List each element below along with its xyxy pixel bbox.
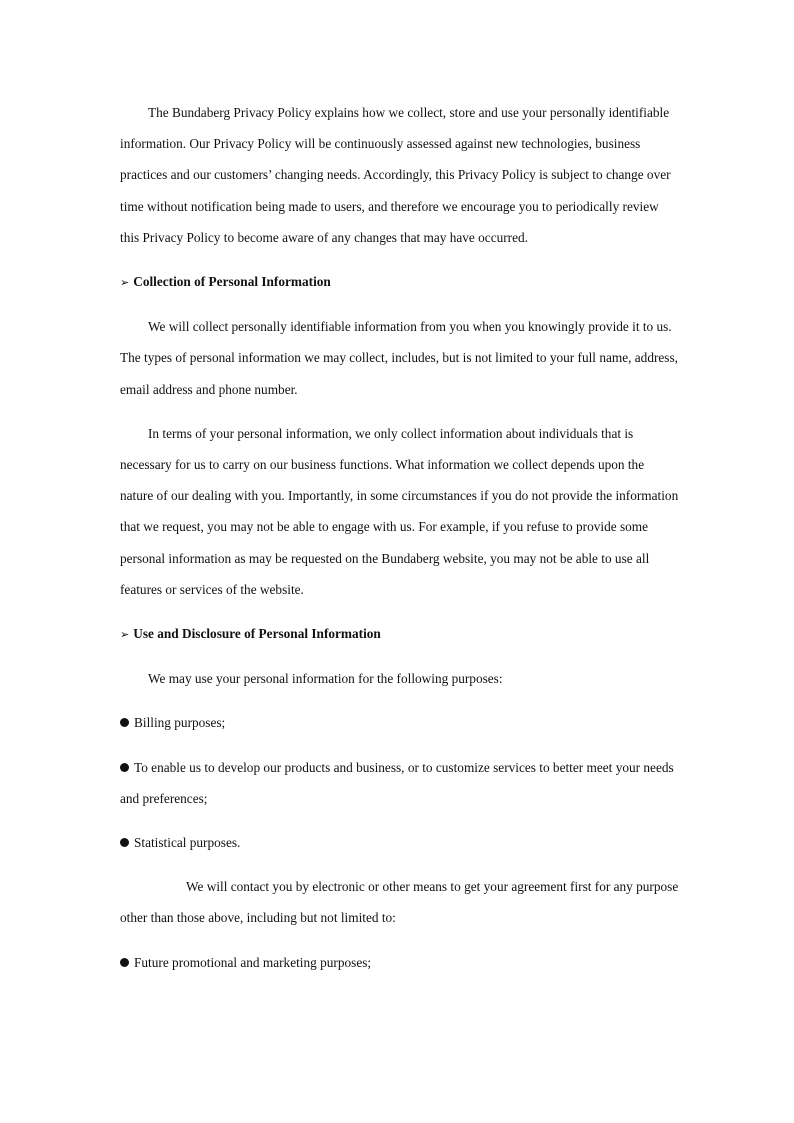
section-heading-collection-text: Collection of Personal Information [133,274,331,290]
bullet-dot-icon [120,958,129,967]
bullet-dot-icon [120,838,129,847]
list-item [120,827,680,858]
section-heading-use-disclosure [120,618,680,650]
intro-paragraph: The Bundaberg Privacy Policy explains how we collect, store and use your personally identifiable information. Our Privacy Policy will be continuously assessed against new technologies, business practices and our customers’ changing needs. Accordingly, this Privacy Policy is subject to change over time without notification being made to users, and therefore we encourage you to periodically review this Privacy Policy to become aware of any changes that may have occurred. [120,105,671,245]
list-item [120,752,680,814]
list-item-text: Statistical purposes. [134,835,241,851]
list-item-text: Billing purposes; [134,715,226,731]
list-item [120,707,680,738]
collection-paragraph-1: We will collect personally identifiable information from you when you knowingly provide it to us. The types of personal information we may collect, includes, but is not limited to your full name, address, email address and phone number. [120,319,678,397]
section-heading-use-disclosure-text: Use and Disclosure of Personal Information [133,626,381,642]
list-item-text: Future promotional and marketing purposes; [134,954,372,970]
arrow-bullet-icon: ➢ [120,276,130,290]
use-lead-paragraph: We may use your personal information for the following purposes: [148,671,503,687]
bullet-dot-icon [120,763,129,772]
list-item [120,947,680,978]
document-body [120,97,680,978]
contact-paragraph: We will contact you by electronic or other means to get your agreement first for any purpose other than those above, including but not limited to: [120,879,679,926]
collection-paragraph-2: In terms of your personal information, we only collect information about individuals that is necessary for us to carry on our business functions. What information we collect depends upon the nature of our dealing with you. Importantly, in some circumstances if you do not provide the information that we request, you may not be able to engage with us. For example, if you refuse to provide some personal information as may be requested on the Bundaberg website, you may not be able to use all features or services of the website. [120,425,679,597]
section-heading-collection [120,266,680,298]
arrow-bullet-icon: ➢ [120,628,130,642]
bullet-dot-icon [120,718,129,727]
list-item-text: To enable us to develop our products and business, or to customize services to better meet your needs and preferences; [120,759,674,806]
